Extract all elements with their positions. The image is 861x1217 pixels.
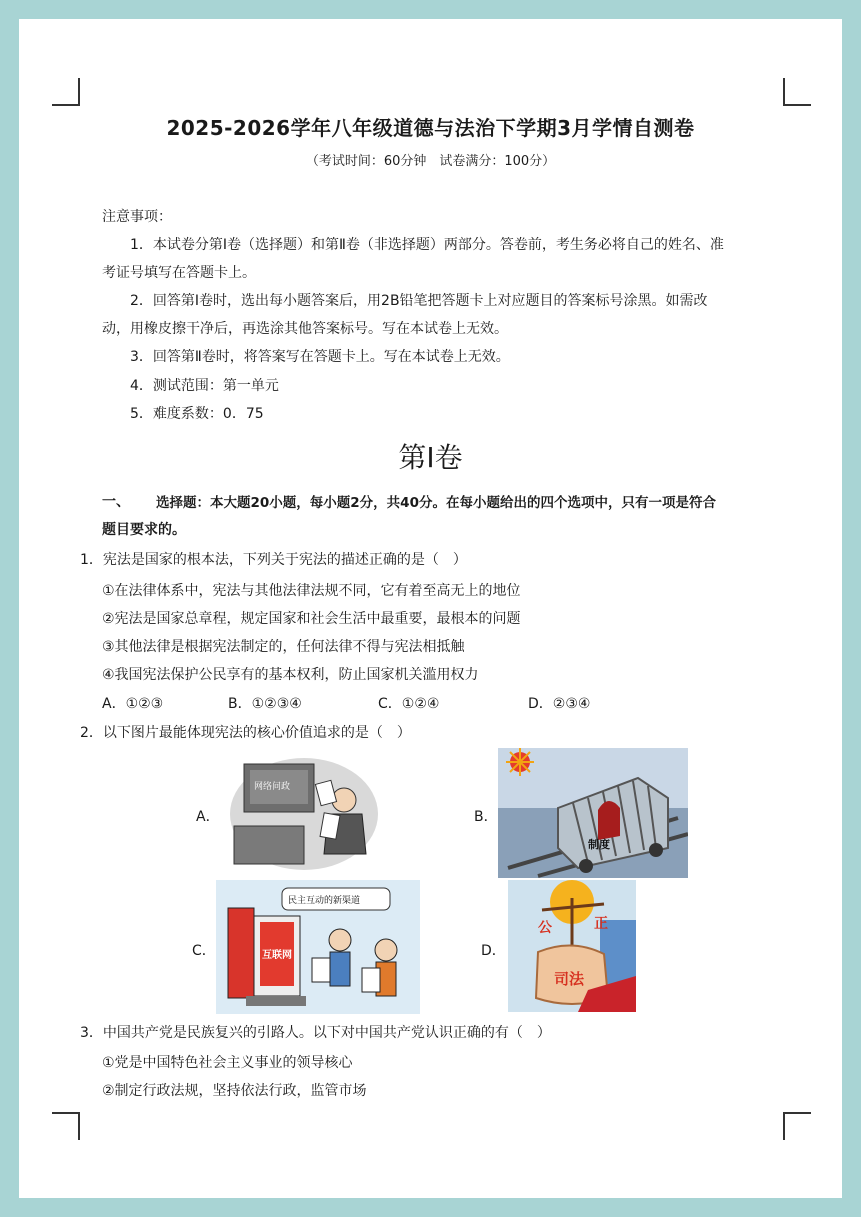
q3-statement: ②制定行政法规，坚持依法行政，监管市场 (102, 1083, 367, 1099)
q1-option-d: D．②③④ (528, 696, 591, 712)
scale-left-text: 公 (538, 920, 552, 936)
q2-label-b: B． (474, 809, 498, 825)
note-line: 2．回答第Ⅰ卷时，选出每小题答案后，用2B铅笔把答题卡上对应题目的答案标号涂黑。如需改 (130, 293, 708, 309)
q2-label-c: C． (192, 943, 216, 959)
q2-image-b (498, 748, 688, 878)
exam-title: 2025-2026学年八年级道德与法治下学期3月学情自测卷 (166, 116, 695, 140)
q1-statement: ②宪法是国家总章程，规定国家和社会生活中最重要，最根本的问题 (102, 611, 521, 627)
exam-subtitle: （考试时间：60分钟 试卷满分：100分） (305, 154, 556, 169)
q1-option-c: C．①②④ (378, 696, 440, 712)
note-line: 3．回答第Ⅱ卷时，将答案写在答题卡上。写在本试卷上无效。 (130, 349, 510, 365)
q2-image-d (508, 880, 636, 1012)
part-instructions: 选择题：本大题20小题，每小题2分，共40分。在每小题给出的四个选项中，只有一项是符合 (156, 495, 716, 511)
q2-image-c (216, 880, 420, 1014)
bubble-text: 民主互动的新渠道 (288, 896, 361, 906)
q1-statement: ③其他法律是根据宪法制定的，任何法律不得与宪法相抵触 (102, 639, 465, 655)
q1-statement: ①在法律体系中，宪法与其他法律法规不同，它有着至高无上的地位 (102, 583, 521, 599)
q1-option-a: A．①②③ (102, 696, 164, 712)
q2-image-a (224, 754, 380, 874)
note-line: 考证号填写在答题卡上。 (102, 265, 256, 281)
q1-statement: ④我国宪法保护公民享有的基本权利，防止国家机关滥用权力 (102, 667, 479, 683)
note-line: 动，用橡皮擦干净后，再选涂其他答案标号。写在本试卷上无效。 (102, 321, 508, 337)
crop-mark-top-left (52, 78, 80, 106)
notes-heading: 注意事项： (102, 209, 172, 225)
note-line: 5．难度系数：0．75 (130, 406, 264, 422)
question-3-stem: 3．中国共产党是民族复兴的引路人。以下对中国共产党认识正确的有（ ） (80, 1025, 551, 1041)
board-text: 互联网 (262, 950, 292, 961)
question-2-stem: 2．以下图片最能体现宪法的核心价值追求的是（ ） (80, 725, 411, 741)
fist-text: 司法 (554, 970, 585, 988)
q2-label-a: A． (196, 809, 220, 825)
crop-mark-top-right (783, 78, 811, 106)
crop-mark-bottom-right (783, 1112, 811, 1140)
crop-mark-bottom-left (52, 1112, 80, 1140)
cage-text: 制度 (588, 838, 610, 851)
q3-statement: ①党是中国特色社会主义事业的领导核心 (102, 1055, 353, 1071)
q1-option-b: B．①②③④ (228, 696, 302, 712)
q2-label-d: D． (481, 943, 506, 959)
part-label: 一、 (102, 494, 130, 510)
note-line: 1．本试卷分第Ⅰ卷（选择题）和第Ⅱ卷（非选择题）两部分。答卷前，考生务必将自己的姓名、准 (130, 237, 724, 253)
part-instructions: 题目要求的。 (102, 522, 186, 538)
section-title: 第Ⅰ卷 (398, 441, 463, 474)
scale-right-text: 正 (594, 916, 608, 932)
note-line: 4．测试范围：第一单元 (130, 378, 279, 394)
question-1-stem: 1．宪法是国家的根本法，下列关于宪法的描述正确的是（ ） (80, 552, 467, 568)
screen-text: 网络问政 (254, 782, 291, 792)
